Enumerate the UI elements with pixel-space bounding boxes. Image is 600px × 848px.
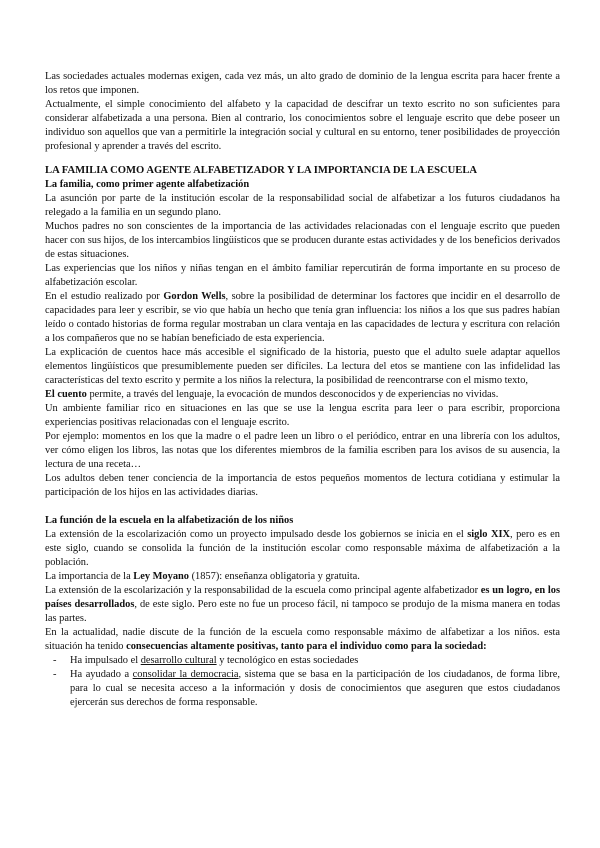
cuento-paragraph: El cuento permite, a través del lenguaje, la evocación de mundos desconocidos y de experiencias no vividas. xyxy=(45,389,499,400)
stories-paragraph: La explicación de cuentos hace más accesible el significado de la historia, puesto que el adulto suele adaptar aquellos elementos lingüísticos que presumiblemente pueden ser difíciles. La lectura del etos se mantiene con las infidelidad las características del texto escrito y permite a los niños la relectura, la posibilidad de reencontrarse con el mismo texto, xyxy=(45,347,560,386)
family-paragraph-9: Los adultos deben tener conciencia de la importancia de estos pequeños momentos de lectura cotidiana y estimular la participación de los hijos en las actividades diarias. xyxy=(45,473,560,498)
wells-paragraph: En el estudio realizado por Gordon Wells, sobre la posibilidad de determinar los factores que incidir en el desarrollo de capacidades para leer y escribir, se vio que había un hecho que tenía gran influencia: los niños a los que sus padres habían leído o contado historias de forma regular mostraban un clara ventaja en las capacidades de lectura y escritura con relación a los compañeros que no se habían beneficiado de esta experiencia. xyxy=(45,291,560,344)
consequences-list xyxy=(45,654,560,710)
ley-moyano-paragraph: La importancia de la Ley Moyano (1857): enseñanza obligatoria y gratuita. xyxy=(45,571,360,582)
family-paragraph-7: Un ambiente familiar rico en situaciones en las que se use la lengua escrita para leer o para escribir, proporciona experiencias positivas relacionadas con el lenguaje escrito. xyxy=(45,403,560,428)
wells-name: Gordon Wells xyxy=(163,291,226,302)
family-subheading: La familia, como primer agente alfabetización xyxy=(45,179,250,190)
family-paragraph-1: La asunción por parte de la institución escolar de la responsabilidad social de alfabetizar a los futuros ciudadanos ha relegado a la familia en un segundo plano. xyxy=(45,193,560,218)
family-paragraph-2: Muchos padres no son conscientes de la importancia de las actividades relacionadas con el lenguaje escrito que pueden hacer con sus hijos, de los intercambios lingüísticos que se producen durante estas actividades y de los beneficios derivados de estas situaciones. xyxy=(45,221,560,260)
dash-bullet: - xyxy=(53,669,57,680)
intro-paragraph-2: Actualmente, el simple conocimiento del alfabeto y la capacidad de descifrar un texto escrito no son suficientes para considerar alfabetizada a una persona. Bien al contrario, los conocimientos sobre el lenguaje escrito que debe poseer un individuo son aquellos que van a permitirle la integración social y cultural en su entorno, tener posibilidades de proyección profesional y aprender a través del escrito. xyxy=(45,99,560,152)
school-paragraph-4: En la actualidad, nadie discute de la función de la escuela como responsable máximo de alfabetizar a los niños. esta situación ha tenido consecuencias altamente positivas, tanto para el individuo como para la sociedad: xyxy=(45,627,560,652)
school-paragraph-3: La extensión de la escolarización y la responsabilidad de la escuela como principal agente alfabetizador es un logro, en los países desarrollados, de este siglo. Pero este no fue un proceso fácil, ni tampoco se produjo de la misma manera en todas las partes. xyxy=(45,585,560,624)
list-item: - Ha ayudado a consolidar la democracia, sistema que se basa en la participación de los ciudadanos, de forma libre, para lo cual se necesita acceso a la información y dosis de conocimientos que aseguren que estos ciudadanos ejercerán sus derechos de forma responsable. xyxy=(53,669,560,708)
family-paragraph-3: Las experiencias que los niños y niñas tengan en el ámbito familiar repercutirán de forma importante en su proceso de alfabetización escolar. xyxy=(45,263,560,288)
dash-bullet: - xyxy=(53,655,57,666)
example-paragraph: Por ejemplo: momentos en los que la madre o el padre leen un libro o el periódico, entrar en una librería con los adultos, ver cómo eligen los libros, las notas que los diferentes miembros de la familia escriben para los avisos de su ausencia, la lectura de una receta… xyxy=(45,431,560,470)
document-page xyxy=(45,70,560,710)
school-paragraph-1: La extensión de la escolarización como un proyecto impulsado desde los gobiernos se inicia en el siglo XIX, pero es en este siglo, cuando se consolida la función de la institución escolar como responsable máxima de alfabetización a la población. xyxy=(45,529,560,568)
school-subheading: La función de la escuela en la alfabetización de los niños xyxy=(45,515,294,526)
intro-paragraph-1: Las sociedades actuales modernas exigen, cada vez más, un alto grado de dominio de la lengua escrita para hacer frente a los retos que imponen. xyxy=(45,71,560,96)
section-heading: LA FAMILIA COMO AGENTE ALFABETIZADOR Y LA IMPORTANCIA DE LA ESCUELA xyxy=(45,165,478,176)
list-item: - Ha impulsado el desarrollo cultural y tecnológico en estas sociedades xyxy=(53,655,359,666)
